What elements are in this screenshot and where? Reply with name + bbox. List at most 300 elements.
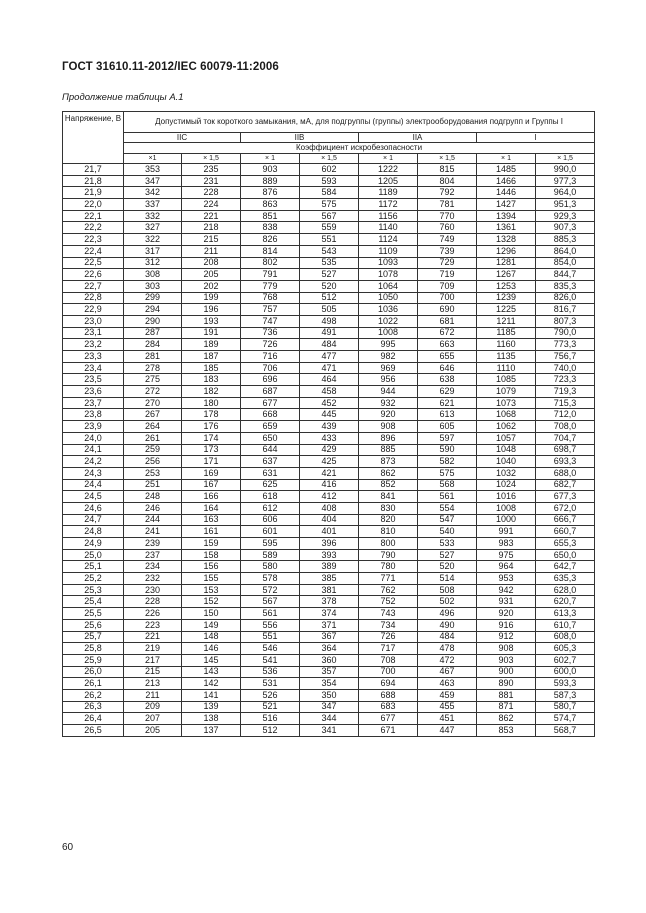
current-cell: 166	[182, 491, 241, 503]
current-cell: 660,7	[536, 526, 595, 538]
current-cell: 881	[477, 689, 536, 701]
current-cell: 174	[182, 432, 241, 444]
current-cell: 862	[359, 467, 418, 479]
voltage-cell: 26,0	[63, 666, 124, 678]
current-cell: 294	[124, 304, 182, 316]
current-cell: 211	[182, 245, 241, 257]
current-cell: 791	[241, 269, 300, 281]
table-row	[63, 386, 595, 398]
current-cell: 312	[124, 257, 182, 269]
table-row	[63, 584, 595, 596]
current-cell: 187	[182, 351, 241, 363]
current-cell: 931	[477, 596, 536, 608]
current-cell: 354	[300, 678, 359, 690]
current-cell: 920	[359, 409, 418, 421]
current-cell: 916	[477, 619, 536, 631]
current-cell: 239	[124, 538, 182, 550]
current-cell: 452	[300, 397, 359, 409]
table-row	[63, 725, 595, 737]
voltage-cell: 24,7	[63, 514, 124, 526]
current-cell: 196	[182, 304, 241, 316]
current-cell: 568	[418, 479, 477, 491]
current-cell: 694	[359, 678, 418, 690]
table-row	[63, 561, 595, 573]
current-cell: 1032	[477, 467, 536, 479]
current-cell: 942	[477, 584, 536, 596]
current-cell: 512	[300, 292, 359, 304]
table-row	[63, 374, 595, 386]
current-cell: 800	[359, 538, 418, 550]
current-cell: 1040	[477, 456, 536, 468]
current-cell: 1110	[477, 362, 536, 374]
current-cell: 193	[182, 315, 241, 327]
current-cell: 838	[241, 222, 300, 234]
current-cell: 148	[182, 631, 241, 643]
current-cell: 546	[241, 643, 300, 655]
table-row	[63, 444, 595, 456]
voltage-cell: 25,5	[63, 608, 124, 620]
voltage-cell: 24,5	[63, 491, 124, 503]
current-cell: 635,3	[536, 573, 595, 585]
current-cell: 964,0	[536, 187, 595, 199]
current-cell: 516	[241, 713, 300, 725]
voltage-column-header: Напряжение, В	[63, 112, 124, 164]
current-cell: 1093	[359, 257, 418, 269]
table-row	[63, 479, 595, 491]
current-cell: 1085	[477, 374, 536, 386]
current-cell: 180	[182, 397, 241, 409]
current-cell: 1222	[359, 164, 418, 176]
current-cell: 712,0	[536, 409, 595, 421]
table-row	[63, 643, 595, 655]
current-cell: 687	[241, 386, 300, 398]
current-cell: 241	[124, 526, 182, 538]
current-cell: 580	[241, 561, 300, 573]
current-cell: 584	[300, 187, 359, 199]
voltage-cell: 23,0	[63, 315, 124, 327]
factor-header: × 1	[477, 154, 536, 164]
voltage-cell: 26,3	[63, 701, 124, 713]
current-cell: 209	[124, 701, 182, 713]
current-cell: 864,0	[536, 245, 595, 257]
current-cell: 672,0	[536, 502, 595, 514]
table-row	[63, 608, 595, 620]
current-cell: 637	[241, 456, 300, 468]
current-cell: 757	[241, 304, 300, 316]
current-cell: 496	[418, 608, 477, 620]
current-cell: 1205	[359, 175, 418, 187]
voltage-cell: 25,8	[63, 643, 124, 655]
current-cell: 514	[418, 573, 477, 585]
current-cell: 900	[477, 666, 536, 678]
current-cell: 574,7	[536, 713, 595, 725]
current-cell: 1008	[359, 327, 418, 339]
current-cell: 396	[300, 538, 359, 550]
current-cell: 1000	[477, 514, 536, 526]
table-row	[63, 421, 595, 433]
current-cell: 1109	[359, 245, 418, 257]
table-row	[63, 491, 595, 503]
short-circuit-current-table	[62, 111, 595, 737]
table-row	[63, 631, 595, 643]
current-cell: 853	[477, 725, 536, 737]
current-cell: 605	[418, 421, 477, 433]
current-cell: 773,3	[536, 339, 595, 351]
current-cell: 1267	[477, 269, 536, 281]
current-cell: 341	[300, 725, 359, 737]
current-cell: 445	[300, 409, 359, 421]
table-row	[63, 573, 595, 585]
current-cell: 246	[124, 502, 182, 514]
current-cell: 1211	[477, 315, 536, 327]
table-row	[63, 619, 595, 631]
current-cell: 590	[418, 444, 477, 456]
table-row	[63, 245, 595, 257]
table-row	[63, 339, 595, 351]
voltage-cell: 22,1	[63, 210, 124, 222]
current-cell: 547	[418, 514, 477, 526]
table-row	[63, 187, 595, 199]
table-row	[63, 654, 595, 666]
current-cell: 1446	[477, 187, 536, 199]
current-cell: 150	[182, 608, 241, 620]
current-cell: 381	[300, 584, 359, 596]
current-cell: 217	[124, 654, 182, 666]
current-cell: 749	[418, 234, 477, 246]
current-cell: 719,3	[536, 386, 595, 398]
table-body	[63, 164, 595, 737]
current-cell: 956	[359, 374, 418, 386]
current-cell: 830	[359, 502, 418, 514]
current-cell: 284	[124, 339, 182, 351]
current-cell: 139	[182, 701, 241, 713]
current-cell: 378	[300, 596, 359, 608]
current-cell: 164	[182, 502, 241, 514]
current-cell: 322	[124, 234, 182, 246]
current-cell: 871	[477, 701, 536, 713]
current-cell: 317	[124, 245, 182, 257]
voltage-cell: 21,8	[63, 175, 124, 187]
current-cell: 587,3	[536, 689, 595, 701]
current-cell: 608,0	[536, 631, 595, 643]
voltage-cell: 25,1	[63, 561, 124, 573]
current-cell: 228	[124, 596, 182, 608]
current-cell: 149	[182, 619, 241, 631]
current-cell: 303	[124, 280, 182, 292]
current-cell: 421	[300, 467, 359, 479]
current-cell: 275	[124, 374, 182, 386]
current-cell: 708	[359, 654, 418, 666]
current-cell: 267	[124, 409, 182, 421]
current-cell: 1016	[477, 491, 536, 503]
current-cell: 863	[241, 199, 300, 211]
current-cell: 278	[124, 362, 182, 374]
current-cell: 408	[300, 502, 359, 514]
current-cell: 762	[359, 584, 418, 596]
current-cell: 337	[124, 199, 182, 211]
current-cell: 666,7	[536, 514, 595, 526]
voltage-cell: 23,6	[63, 386, 124, 398]
current-cell: 521	[241, 701, 300, 713]
current-cell: 715,3	[536, 397, 595, 409]
current-cell: 451	[418, 713, 477, 725]
current-cell: 458	[300, 386, 359, 398]
current-cell: 929,3	[536, 210, 595, 222]
current-cell: 207	[124, 713, 182, 725]
current-cell: 161	[182, 526, 241, 538]
current-cell: 790	[359, 549, 418, 561]
current-cell: 141	[182, 689, 241, 701]
current-cell: 995	[359, 339, 418, 351]
current-cell: 1253	[477, 280, 536, 292]
current-cell: 982	[359, 351, 418, 363]
current-cell: 602,7	[536, 654, 595, 666]
current-cell: 908	[359, 421, 418, 433]
current-cell: 1064	[359, 280, 418, 292]
current-cell: 520	[300, 280, 359, 292]
current-cell: 625	[241, 479, 300, 491]
current-cell: 191	[182, 327, 241, 339]
current-cell: 299	[124, 292, 182, 304]
current-cell: 655,3	[536, 538, 595, 550]
current-cell: 889	[241, 175, 300, 187]
current-cell: 578	[241, 573, 300, 585]
current-cell: 628,0	[536, 584, 595, 596]
voltage-cell: 26,1	[63, 678, 124, 690]
group-header-iia: IIA	[359, 133, 477, 143]
current-cell: 226	[124, 608, 182, 620]
voltage-cell: 23,2	[63, 339, 124, 351]
current-cell: 1135	[477, 351, 536, 363]
current-cell: 137	[182, 725, 241, 737]
current-cell: 484	[300, 339, 359, 351]
current-cell: 1062	[477, 421, 536, 433]
current-cell: 663	[418, 339, 477, 351]
current-cell: 158	[182, 549, 241, 561]
table-row	[63, 222, 595, 234]
current-cell: 743	[359, 608, 418, 620]
current-cell: 231	[182, 175, 241, 187]
current-cell: 281	[124, 351, 182, 363]
current-cell: 264	[124, 421, 182, 433]
table-row	[63, 292, 595, 304]
current-cell: 810	[359, 526, 418, 538]
voltage-cell: 22,7	[63, 280, 124, 292]
current-cell: 852	[359, 479, 418, 491]
current-cell: 541	[241, 654, 300, 666]
current-cell: 344	[300, 713, 359, 725]
current-cell: 235	[182, 164, 241, 176]
current-cell: 478	[418, 643, 477, 655]
current-cell: 682,7	[536, 479, 595, 491]
current-cell: 551	[300, 234, 359, 246]
current-cell: 308	[124, 269, 182, 281]
current-cell: 215	[182, 234, 241, 246]
current-cell: 739	[418, 245, 477, 257]
current-cell: 232	[124, 573, 182, 585]
table-row	[63, 362, 595, 374]
current-cell: 723,3	[536, 374, 595, 386]
current-cell: 1239	[477, 292, 536, 304]
current-cell: 272	[124, 386, 182, 398]
voltage-cell: 23,7	[63, 397, 124, 409]
page-number: 60	[62, 842, 74, 853]
current-cell: 983	[477, 538, 536, 550]
current-cell: 593	[300, 175, 359, 187]
current-cell: 602	[300, 164, 359, 176]
voltage-cell: 24,8	[63, 526, 124, 538]
current-cell: 908	[477, 643, 536, 655]
current-cell: 944	[359, 386, 418, 398]
current-cell: 781	[418, 199, 477, 211]
factor-header: × 1,5	[182, 154, 241, 164]
current-cell: 790,0	[536, 327, 595, 339]
current-cell: 1078	[359, 269, 418, 281]
current-cell: 612	[241, 502, 300, 514]
current-cell: 672	[418, 327, 477, 339]
current-cell: 907,3	[536, 222, 595, 234]
current-cell: 211	[124, 689, 182, 701]
voltage-cell: 24,6	[63, 502, 124, 514]
current-cell: 700	[418, 292, 477, 304]
voltage-cell: 24,1	[63, 444, 124, 456]
current-cell: 533	[418, 538, 477, 550]
safety-factor-header: Коэффициент искробезопасности	[124, 143, 595, 154]
current-cell: 531	[241, 678, 300, 690]
current-cell: 688	[359, 689, 418, 701]
current-cell: 498	[300, 315, 359, 327]
current-cell: 556	[241, 619, 300, 631]
voltage-cell: 22,9	[63, 304, 124, 316]
current-cell: 251	[124, 479, 182, 491]
current-cell: 218	[182, 222, 241, 234]
current-cell: 433	[300, 432, 359, 444]
table-row	[63, 713, 595, 725]
current-cell: 364	[300, 643, 359, 655]
current-cell: 771	[359, 573, 418, 585]
table-row	[63, 549, 595, 561]
current-cell: 977,3	[536, 175, 595, 187]
factor-header: × 1,5	[418, 154, 477, 164]
current-cell: 189	[182, 339, 241, 351]
current-cell: 589	[241, 549, 300, 561]
current-cell: 1156	[359, 210, 418, 222]
current-cell: 1036	[359, 304, 418, 316]
table-row	[63, 199, 595, 211]
voltage-cell: 25,4	[63, 596, 124, 608]
current-cell: 1022	[359, 315, 418, 327]
current-cell: 159	[182, 538, 241, 550]
group-header-iic: IIC	[124, 133, 241, 143]
voltage-cell: 23,9	[63, 421, 124, 433]
current-cell: 841	[359, 491, 418, 503]
current-cell: 327	[124, 222, 182, 234]
current-cell: 256	[124, 456, 182, 468]
voltage-cell: 26,2	[63, 689, 124, 701]
current-cell: 367	[300, 631, 359, 643]
table-row	[63, 502, 595, 514]
current-cell: 512	[241, 725, 300, 737]
current-cell: 1140	[359, 222, 418, 234]
current-cell: 502	[418, 596, 477, 608]
current-cell: 526	[241, 689, 300, 701]
current-cell: 1189	[359, 187, 418, 199]
table-row	[63, 514, 595, 526]
current-cell: 575	[418, 467, 477, 479]
current-cell: 820	[359, 514, 418, 526]
current-cell: 208	[182, 257, 241, 269]
current-cell: 681	[418, 315, 477, 327]
table-row	[63, 467, 595, 479]
current-header: Допустимый ток короткого замыкания, мА, для подгруппы (группы) электрооборудования подгрупп и Группы I	[124, 112, 595, 133]
table-row	[63, 164, 595, 176]
current-cell: 601	[241, 526, 300, 538]
current-cell: 756,7	[536, 351, 595, 363]
current-cell: 770	[418, 210, 477, 222]
current-cell: 429	[300, 444, 359, 456]
current-cell: 146	[182, 643, 241, 655]
current-cell: 169	[182, 467, 241, 479]
table-row	[63, 269, 595, 281]
current-cell: 719	[418, 269, 477, 281]
current-cell: 401	[300, 526, 359, 538]
current-cell: 885	[359, 444, 418, 456]
current-cell: 371	[300, 619, 359, 631]
current-cell: 230	[124, 584, 182, 596]
current-cell: 575	[300, 199, 359, 211]
current-cell: 567	[241, 596, 300, 608]
current-cell: 543	[300, 245, 359, 257]
current-cell: 642,7	[536, 561, 595, 573]
current-cell: 606	[241, 514, 300, 526]
table-row	[63, 538, 595, 550]
current-cell: 527	[300, 269, 359, 281]
current-cell: 244	[124, 514, 182, 526]
current-cell: 597	[418, 432, 477, 444]
current-cell: 975	[477, 549, 536, 561]
current-cell: 951,3	[536, 199, 595, 211]
current-cell: 814	[241, 245, 300, 257]
current-cell: 709	[418, 280, 477, 292]
current-cell: 969	[359, 362, 418, 374]
current-cell: 143	[182, 666, 241, 678]
current-cell: 668	[241, 409, 300, 421]
current-cell: 357	[300, 666, 359, 678]
current-cell: 890	[477, 678, 536, 690]
current-cell: 234	[124, 561, 182, 573]
group-header-iib: IIB	[241, 133, 359, 143]
current-cell: 152	[182, 596, 241, 608]
current-cell: 1024	[477, 479, 536, 491]
current-cell: 248	[124, 491, 182, 503]
current-cell: 467	[418, 666, 477, 678]
current-cell: 677	[359, 713, 418, 725]
current-cell: 259	[124, 444, 182, 456]
current-cell: 561	[241, 608, 300, 620]
current-cell: 228	[182, 187, 241, 199]
current-cell: 221	[124, 631, 182, 643]
table-row	[63, 689, 595, 701]
current-cell: 551	[241, 631, 300, 643]
voltage-cell: 22,6	[63, 269, 124, 281]
current-cell: 508	[418, 584, 477, 596]
current-cell: 964	[477, 561, 536, 573]
table-row	[63, 409, 595, 421]
current-cell: 178	[182, 409, 241, 421]
current-cell: 290	[124, 315, 182, 327]
current-cell: 752	[359, 596, 418, 608]
current-cell: 347	[300, 701, 359, 713]
